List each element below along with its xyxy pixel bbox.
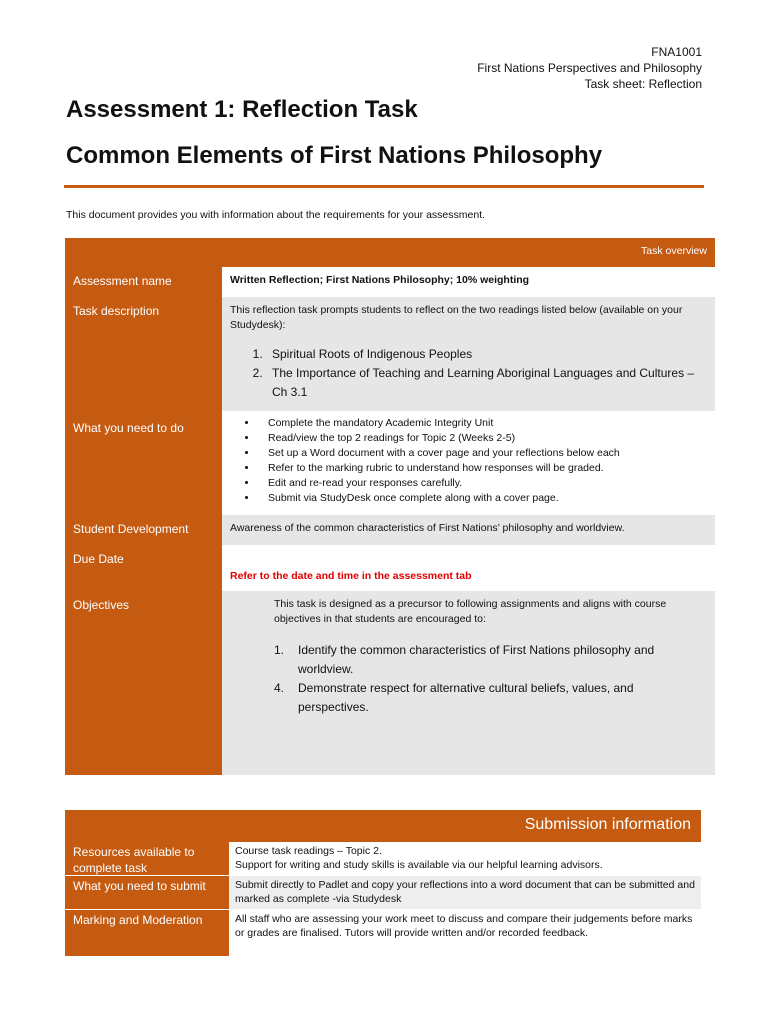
todo-list: [230, 416, 707, 506]
student-development-row: [65, 515, 715, 545]
what-to-do-row: [65, 341, 715, 515]
todo-item: • Complete the mandatory Academic Integrity Unit: [258, 416, 707, 431]
empty-row: [65, 745, 715, 775]
due-date-value: [222, 545, 715, 591]
todo-panel: [222, 411, 715, 515]
submission-row-value: Submit directly to Padlet and copy your reflections into a word document that can be submitted and marked as complete -via Studydesk: [229, 876, 701, 909]
objectives-row: [65, 591, 715, 745]
task-overview-header: Task overview: [65, 238, 715, 267]
assessment-name-value: Written Reflection; First Nations Philosophy; 10% weighting: [222, 267, 715, 297]
task-description-value: This reflection task prompts students to reflect on the two readings listed below (available on your Studydesk):: [222, 297, 715, 341]
todo-item: • Set up a Word document with a cover page and your reflections below each: [258, 446, 707, 461]
assessment-name-label: Assessment name: [65, 267, 222, 297]
readings-list: [230, 345, 707, 402]
reading-item: 1. Spiritual Roots of Indigenous Peoples: [266, 345, 707, 364]
submission-row: [65, 876, 701, 910]
objective-number: 1.: [274, 643, 285, 657]
task-description-row: [65, 297, 715, 341]
objectives-value: [222, 591, 715, 745]
submission-header: Submission information: [65, 810, 701, 842]
objective-item: [274, 679, 707, 717]
objective-number: 4.: [274, 681, 285, 695]
student-development-value: Awareness of the common characteristics of First Nations’ philosophy and worldview.: [222, 515, 715, 545]
objective-text: Identify the common characteristics of First Nations philosophy and worldview.: [298, 643, 655, 676]
objectives-label: Objectives: [65, 591, 222, 745]
submission-row-label: Marking and Moderation: [65, 910, 229, 956]
page-subtitle: Common Elements of First Nations Philosophy: [66, 142, 603, 169]
readings-panel: [222, 341, 715, 411]
what-to-do-label: What you need to do: [65, 341, 222, 515]
objective-item: [274, 641, 707, 679]
submission-row-label: What you need to submit: [65, 876, 229, 909]
course-code: FNA1001: [651, 45, 702, 59]
todo-item: • Edit and re-read your responses carefully.: [258, 476, 707, 491]
course-name: First Nations Perspectives and Philosophy: [477, 61, 702, 75]
title-divider: [64, 185, 704, 188]
submission-row-value: All staff who are assessing your work meet to discuss and compare their judgements before marks or grades are finalised. Tutors will provide written and/or recorded feedback.: [235, 913, 693, 939]
intro-text: This document provides you with information about the requirements for your assessment.: [66, 209, 486, 221]
task-sheet-label: Task sheet: Reflection: [584, 77, 702, 91]
empty-label: [65, 745, 222, 775]
todo-item: • Read/view the top 2 readings for Topic 2 (Weeks 2-5): [258, 431, 707, 446]
objective-text: Demonstrate respect for alternative cultural beliefs, values, and perspectives.: [298, 681, 634, 714]
document-header: [477, 44, 702, 92]
submission-row: [65, 842, 701, 876]
submission-row-label: Resources available to complete task: [65, 842, 229, 875]
empty-value: [222, 745, 715, 775]
objectives-intro: This task is designed as a precursor to following assignments and aligns with course objectives in that students are encouraged to:: [274, 598, 667, 625]
assessment-name-row: [65, 267, 715, 297]
submission-table: [65, 810, 701, 957]
task-description-label: Task description: [65, 297, 222, 341]
due-date-label: Due Date: [65, 545, 222, 591]
submission-row: [65, 910, 701, 957]
reading-item: 2. The Importance of Teaching and Learning Aboriginal Languages and Cultures – Ch 3.1: [266, 364, 707, 402]
due-date-text: Refer to the date and time in the assessment tab: [230, 570, 472, 582]
due-date-row: [65, 545, 715, 591]
task-overview-table: [65, 238, 715, 775]
todo-item: • Refer to the marking rubric to understand how responses will be graded.: [258, 461, 707, 476]
submission-row-value: Course task readings – Topic 2. Support for writing and study skills is available via our helpful learning advisors.: [235, 845, 603, 871]
page-title: Assessment 1: Reflection Task: [66, 96, 418, 123]
student-development-label: Student Development: [65, 515, 222, 545]
todo-item: • Submit via StudyDesk once complete along with a cover page.: [258, 491, 707, 506]
